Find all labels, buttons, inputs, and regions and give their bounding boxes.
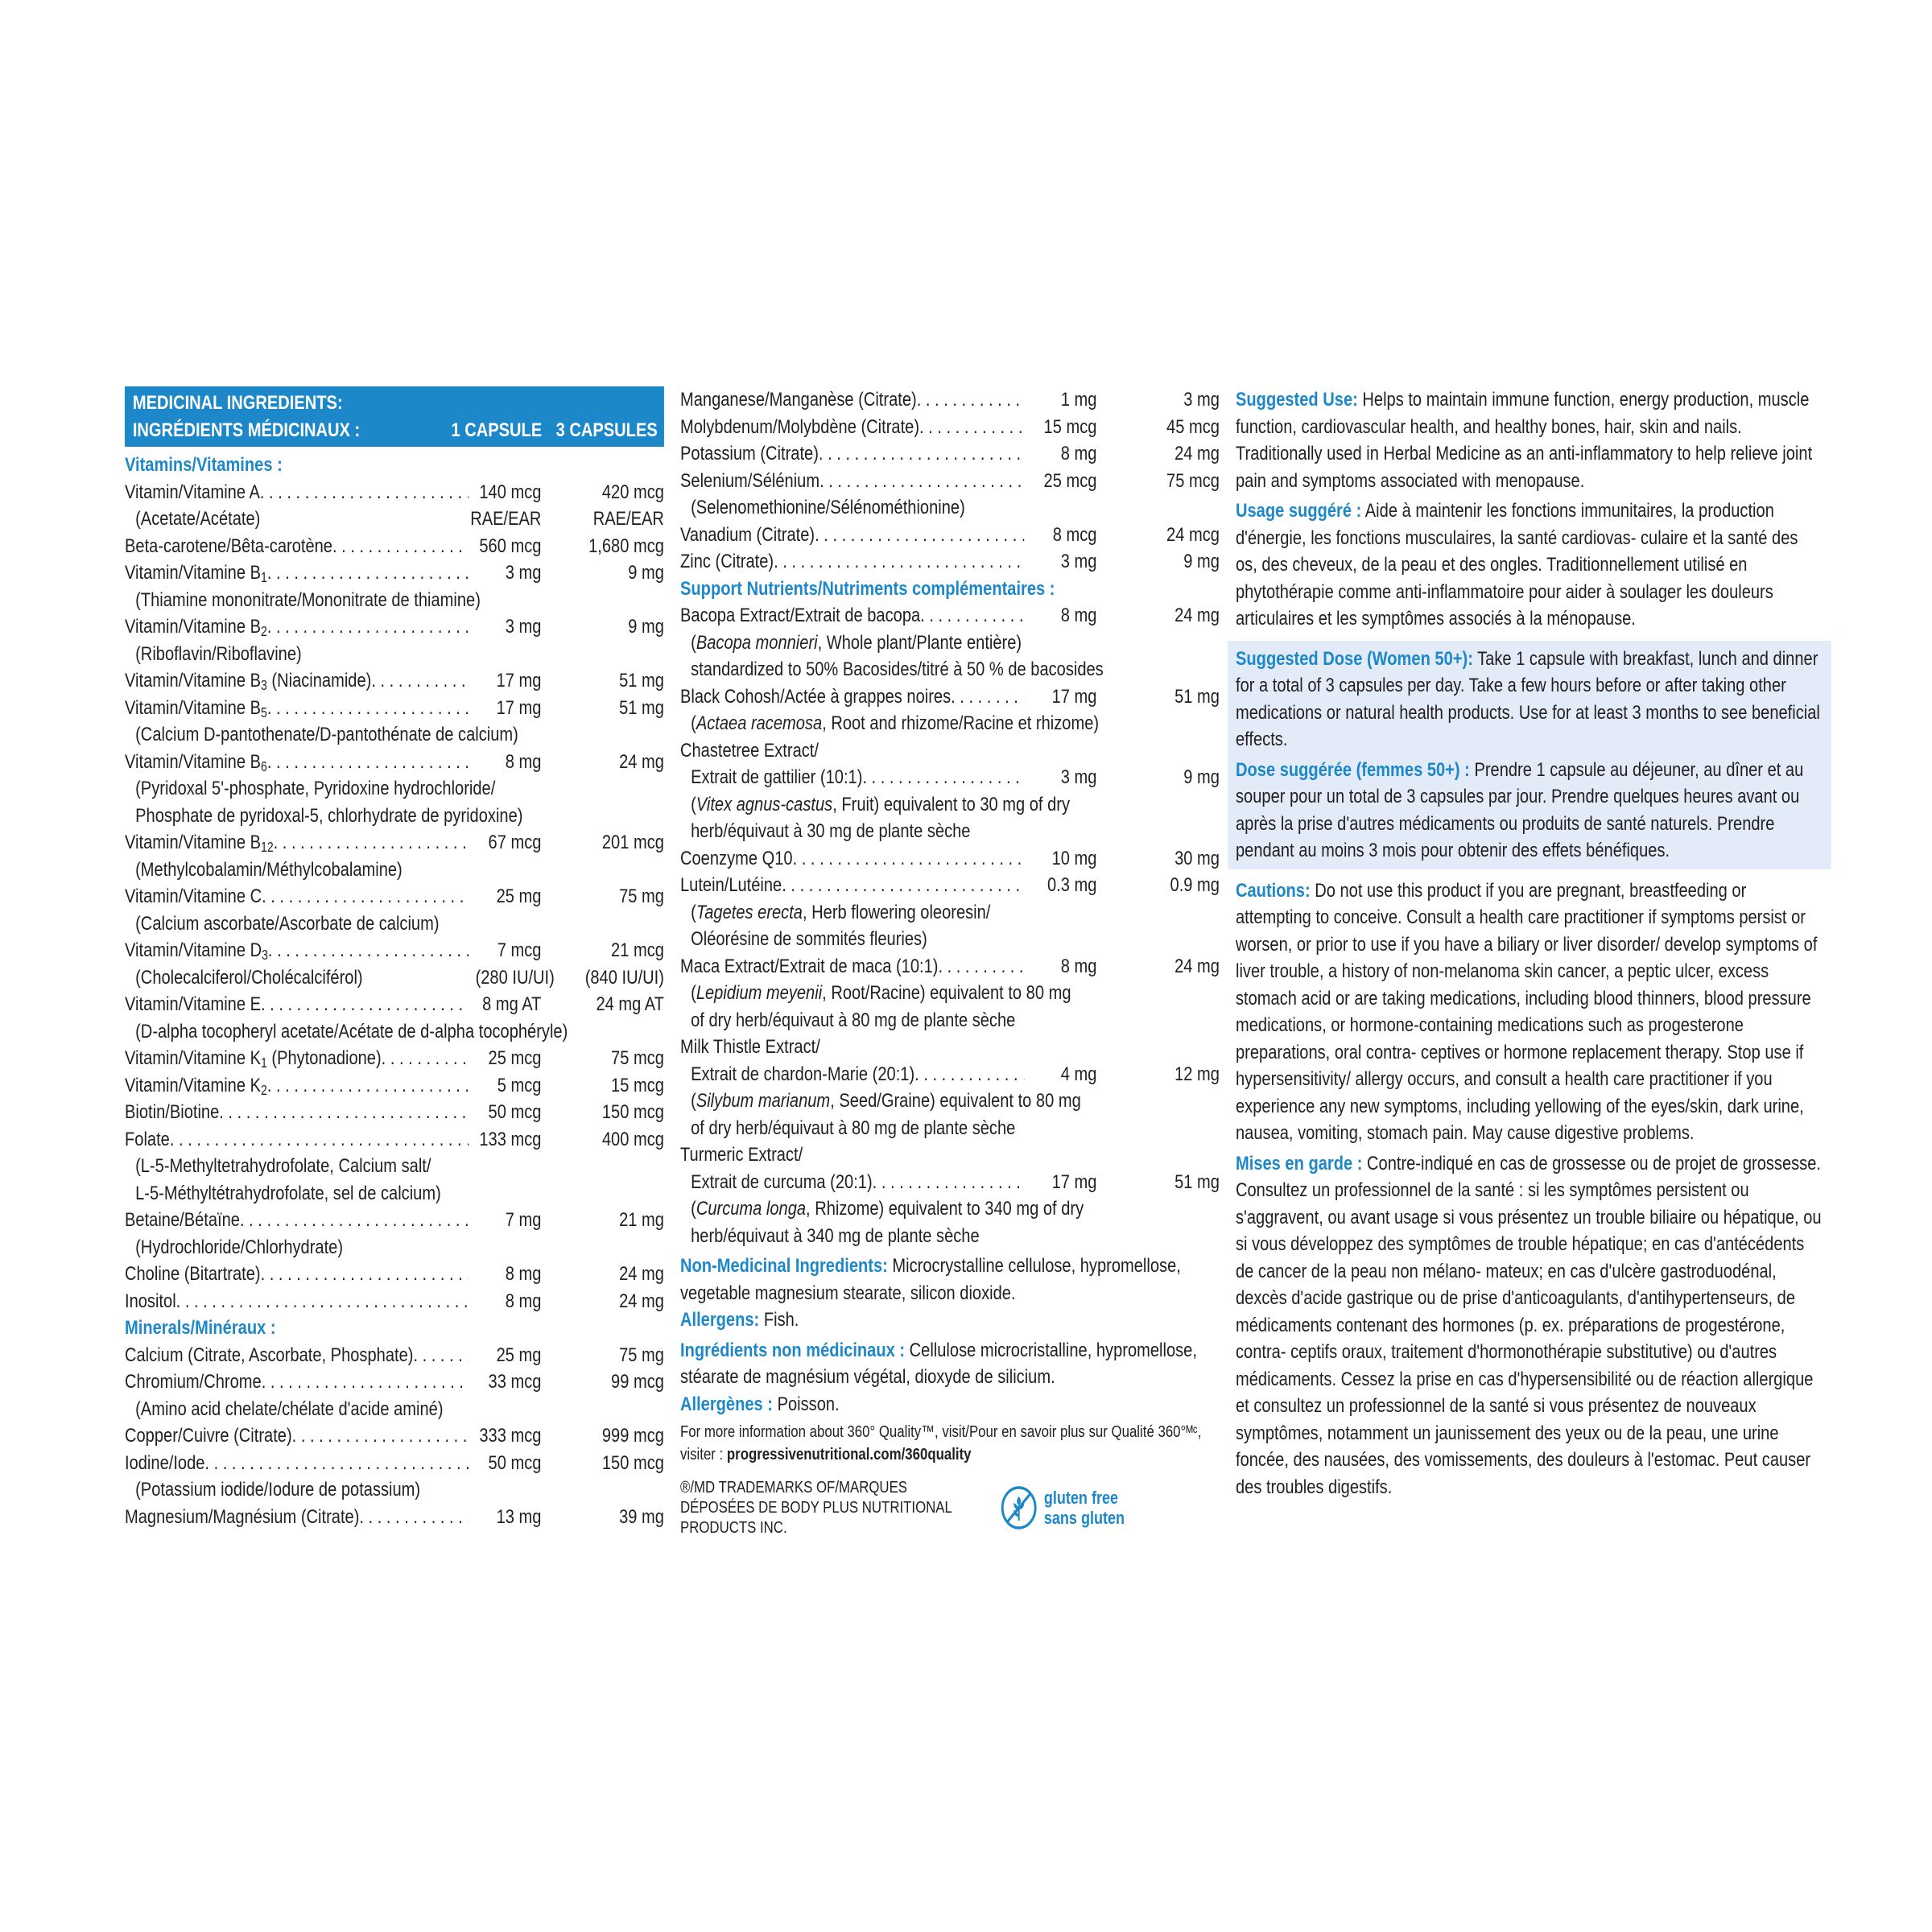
ingredient-note: (Vitex agnus-castus, Fruit) equivalent to 30 mg of dry (691, 793, 1070, 815)
ingredient-row: Vanadium (Citrate) . . . 8 mcg 24 mcg (680, 522, 1220, 549)
ingredient-row: Biotin/Biotine . . . 50 mcg 150 mcg (125, 1099, 664, 1126)
ingredient-note: (Riboflavin/Riboflavine) (135, 642, 302, 665)
ingredient-note: (Calcium ascorbate/Ascorbate de calcium) (135, 912, 440, 935)
ingredient-note: (Pyridoxal 5'-phosphate, Pyridoxine hydrochloride/ (135, 778, 496, 799)
ingredient-note: (Methylcobalamin/Méthylcobalamine) (135, 858, 402, 881)
ingredient-row: Bacopa Extract/Extrait de bacopa . . . 8 mg 24 mg (680, 602, 1220, 630)
ingredient-row: Magnesium/Magnésium (Citrate) . . . 13 mg 39 mg (125, 1504, 664, 1531)
ingredient-note: standardized to 50% Bacosides/titré à 50 % de bacosides (691, 658, 1104, 680)
ingredient-row: Beta-carotene/Bêta-carotène . . . 560 mcg 1,680 mcg (125, 533, 664, 560)
ingredients-column-1 (125, 386, 664, 1530)
ingredient-note: (D-alpha tocopheryl acetate/Acétate de d-alpha tocophéryle) (135, 1020, 568, 1042)
ingredient-row: Potassium (Citrate) . . . 8 mg 24 mg (680, 440, 1220, 468)
ingredient-note: (Curcuma longa, Rhizome) equivalent to 340 mg of dry (691, 1198, 1084, 1220)
ingredient-note: of dry herb/équivaut à 80 mg de plante sèche (691, 1117, 1016, 1139)
ingredient-note: herb/équivaut à 30 mg de plante sèche (691, 820, 971, 842)
ingredient-row: Inositol . . . 8 mg 24 mg (125, 1288, 664, 1315)
ingredient-name-line: Chastetree Extract/ (680, 739, 819, 762)
directions-column (1236, 386, 1823, 1501)
non-medicinal-ingredients-fr: Ingrédients non médicinaux : Cellulose microcristalline, hypromellose, stéarate de magnésium végétal, dioxyde de silicium. Allergènes : Poisson. (680, 1339, 1197, 1415)
ingredient-note: Phosphate de pyridoxal-5, chlorhydrate de pyridoxine) (135, 804, 523, 827)
ingredient-note: (Lepidium meyenii, Root/Racine) equivalent to 80 mg (691, 982, 1071, 1004)
gluten-free-en: gluten free (1043, 1487, 1119, 1508)
medicinal-ingredients-header (125, 386, 664, 447)
ingredient-note: (Amino acid chelate/chélate d'acide aminé) (135, 1397, 444, 1420)
ingredient-row: Vitamin/Vitamine $K_2$ . . . 5 mcg 15 mcg (125, 1072, 664, 1100)
ingredient-note: (Bacopa monnieri, Whole plant/Plante entière) (691, 631, 1022, 654)
ingredient-subrow: (Acetate/Acétate) RAE/EAR RAE/EAR (135, 508, 664, 530)
ingredient-row: Selenium/Sélénium . . . 25 mcg 75 mcg (680, 468, 1220, 495)
quality-info: For more information about 360° Quality™, visit/Pour en savoir plus sur Qualité 360°ᴹᶜ, visiter : progressivenutritional.com/360quality (680, 1422, 1202, 1463)
ingredient-row: Choline (Bitartrate) . . . 8 mg 24 mg (125, 1261, 664, 1288)
ingredient-row: Manganese/Manganèse (Citrate) . . . 1 mg 3 mg (680, 386, 1220, 414)
ingredients-column-2 (680, 386, 1220, 1538)
ingredient-name-line: Turmeric Extract/ (680, 1144, 803, 1166)
ingredient-row: Extrait de chardon-Marie (20:1) . . . 4 mg 12 mg (680, 1061, 1220, 1088)
ingredient-note: (Selenomethionine/Sélénométhionine) (691, 497, 965, 518)
support-nutrients-title: Support Nutrients/Nutriments complémentaires : (680, 577, 1055, 600)
ingredient-note: L-5-Méthyltétrahydrofolate, sel de calcium) (135, 1182, 441, 1204)
header-title-fr: INGRÉDIENTS MÉDICINAUX : (132, 419, 361, 441)
ingredient-row: Vitamin/Vitamine A . . . 140 mcg 420 mcg (125, 479, 664, 506)
ingredient-note: herb/équivaut à 340 mg de plante sèche (691, 1224, 980, 1247)
trademark-text: ®/MD TRADEMARKS OF/MARQUES DÉPOSÉES DE BODY PLUS NUTRITIONAL PRODUCTS INC. (680, 1478, 952, 1537)
ingredient-note: Oléorésine de sommités fleuries) (691, 928, 927, 950)
ingredient-row: Vitamin/Vitamine $D_3$ . . . 7 mcg 21 mcg (125, 937, 664, 964)
ingredient-row: Extrait de gattilier (10:1) . . . 3 mg 9 mg (680, 764, 1220, 791)
header-col-1-capsule: 1 CAPSULE (451, 419, 543, 441)
ingredient-row: Vitamin/Vitamine $K_1$ (Phytonadione) . . . 25 mcg 75 mcg (125, 1045, 664, 1072)
suggested-use-fr: Usage suggéré : Aide à maintenir les fonctions immunitaires, la production d'énergie, les fonctions musculaires, la santé cardiovas- culaire et la santé des os, des cheveux, de la peau et des ongles. Traditionnellement utilisé en phytothérapie comme anti-inflammatoire pour aider à soulager les douleurs articulaires et les symptômes associés à la ménopause. (1236, 500, 1798, 630)
quality-link[interactable]: progressivenutritional.com/360quality (726, 1445, 972, 1463)
ingredient-row: Extrait de curcuma (20:1) . . . 17 mg 51 mg (680, 1169, 1220, 1196)
ingredient-row: Chromium/Chrome . . . 33 mcg 99 mcg (125, 1368, 664, 1396)
ingredient-row: Vitamin/Vitamine $B_2$ . . . 3 mg 9 mg (125, 613, 664, 641)
suggested-dose-fr: Dose suggérée (femmes 50+) : Prendre 1 capsule au déjeuner, au dîner et au souper pour un total de 3 capsules par jour. Prendre quelques heures avant ou après la prise d'autres médicaments ou produits de santé naturels. Prendre pendant au moins 3 mois pour obtenir des effets bénéfiques. (1236, 758, 1804, 861)
ingredient-row: Vitamin/Vitamine $B_5$ . . . 17 mg 51 mg (125, 695, 664, 722)
ingredient-note: (Silybum marianum, Seed/Graine) equivalent to 80 mg (691, 1090, 1081, 1112)
trademark-block (680, 1477, 1220, 1538)
vitamins-section-title: Vitamins/Vitamines : (125, 454, 283, 476)
suggested-dose-en: Suggested Dose (Women 50+): Take 1 capsule with breakfast, lunch and dinner for a total of 3 capsules per day. Take a few hours before or after taking other medications or natural health products. Use for at least 3 months to see beneficial effects. (1236, 647, 1820, 750)
cautions-fr: Mises en garde : Contre-indiqué en cas de grossesse ou de projet de grossesse. Consultez un professionnel de la santé : si les symptômes persistent ou s'aggravent, ou avant usage si vous présentez un trouble biliaire ou hépatique, ou si vous développez des symptômes de trouble hépatique; en cas d'antécédents de cancer de la peau non mélano- mateux; en cas d'ulcère gastroduodénal, dexcès d'acide gastrique ou de prise d'anticoagulants, d'antihypertenseurs, de médicaments contenant des hormones (p. ex. préparations de progestérone, contra- ceptifs oraux, traitement d'hormonothérapie substitutive) ou d'autres médicaments. Cessez la prise en cas d'hypersensibilité ou de réaction allergique et consultez un professionnel de la santé si vous présentez de nouveaux symptômes, notamment un jaunissement des yeux ou de la peau, une urine foncée, des nausées, des vomissements, des douleurs à l'estomac. Peut causer des troubles digestifs. (1236, 1152, 1822, 1498)
ingredient-note: (Thiamine mononitrate/Mononitrate de thiamine) (135, 588, 481, 611)
ingredient-row: Folate . . . 133 mcg 400 mcg (125, 1126, 664, 1154)
ingredient-note: (Tagetes erecta, Herb flowering oleoresin/ (691, 901, 991, 923)
ingredient-note: (Hydrochloride/Chlorhydrate) (135, 1236, 344, 1258)
ingredient-row: Vitamin/Vitamine E . . . 8 mg AT 24 mg AT (125, 991, 664, 1018)
ingredient-row: Vitamin/Vitamine $B_{12}$ . . . 67 mcg 201 mcg (125, 829, 664, 857)
suggested-dose-box (1228, 641, 1831, 869)
ingredient-note: (Potassium iodide/Iodure de potassium) (135, 1479, 421, 1501)
cautions-en: Cautions: Do not use this product if you are pregnant, breastfeeding or attempting to conceive. Consult a health care practitioner if symptoms persist or worsen, or prior to use if you have a biliary or liver disorder/ develop symptoms of liver trouble, a history of non-melanoma skin cancer, a peptic ulcer, excess stomach acid or are taking medications, including blood thinners, blood pressure medications, or hormone-containing medications such as progesterone preparations, oral contra- ceptives or hormone replacement therapy. Stop use if hypersensitivity/ allergy occurs, and consult a health care practitioner if you experience any new symptoms, including yellowing of the eyes/skin, dark urine, nausea, vomiting, stomach pain. May cause digestive problems. (1236, 879, 1818, 1144)
ingredient-row: Black Cohosh/Actée à grappes noires . . . 17 mg 51 mg (680, 683, 1220, 711)
gluten-free-fr: sans gluten (1043, 1507, 1125, 1528)
ingredient-row: Vitamin/Vitamine C . . . 25 mg 75 mg (125, 883, 664, 910)
ingredient-row: Vitamin/Vitamine $B_3$ (Niacinamide) . . . 17 mg 51 mg (125, 667, 664, 695)
non-medicinal-ingredients-en: Non-Medicinal Ingredients: Microcrystalline cellulose, hypromellose, vegetable magnesium stearate, silicon dioxide. Allergens: Fish. (680, 1255, 1181, 1331)
ingredient-row: Betaine/Bétaïne . . . 7 mg 21 mg (125, 1207, 664, 1234)
gluten-free-icon (1001, 1485, 1038, 1530)
minerals-section-title: Minerals/Minéraux : (125, 1317, 276, 1339)
ingredient-row: Vitamin/Vitamine $B_6$ . . . 8 mg 24 mg (125, 749, 664, 776)
ingredient-row: Coenzyme Q10 . . . 10 mg 30 mg (680, 845, 1220, 873)
ingredient-row: Copper/Cuivre (Citrate) . . . 333 mcg 999 mcg (125, 1422, 664, 1450)
ingredient-row: Molybdenum/Molybdène (Citrate) . . . 15 mcg 45 mcg (680, 414, 1220, 441)
ingredient-name-line: Milk Thistle Extract/ (680, 1036, 820, 1058)
ingredient-note: (Calcium D-pantothenate/D-pantothénate de calcium) (135, 724, 518, 745)
ingredient-row: Maca Extract/Extrait de maca (10:1) . . . 8 mg 24 mg (680, 953, 1220, 980)
header-col-3-capsules: 3 CAPSULES (555, 419, 658, 441)
ingredient-note: (Actaea racemosa, Root and rhizome/Racine et rhizome) (691, 712, 1100, 734)
ingredient-note: of dry herb/équivaut à 80 mg de plante sèche (691, 1009, 1016, 1031)
header-title-en: MEDICINAL INGREDIENTS: (132, 392, 343, 414)
gluten-free-badge (1001, 1485, 1125, 1530)
ingredient-row: Calcium (Citrate, Ascorbate, Phosphate) . . . 25 mg 75 mg (125, 1342, 664, 1369)
ingredient-row: Lutein/Lutéine . . . 0.3 mg 0.9 mg (680, 872, 1220, 899)
ingredient-note: (L-5-Methyltetrahydrofolate, Calcium salt/ (135, 1155, 431, 1177)
suggested-use-en: Suggested Use: Helps to maintain immune function, energy production, muscle function, cardiovascular health, and healthy bones, hair, skin and nails. Traditionally used in Herbal Medicine as an anti-inflammatory to help relieve joint pain and symptoms associated with menopause. (1236, 389, 1813, 492)
ingredient-row: Vitamin/Vitamine $B_1$ . . . 3 mg 9 mg (125, 559, 664, 587)
ingredient-row: Zinc (Citrate) . . . 3 mg 9 mg (680, 548, 1220, 576)
ingredient-row: Iodine/Iode . . . 50 mcg 150 mcg (125, 1450, 664, 1477)
ingredient-subrow: (Cholecalciferol/Cholécalciférol) (280 IU/UI) (840 IU/UI) (135, 966, 664, 989)
